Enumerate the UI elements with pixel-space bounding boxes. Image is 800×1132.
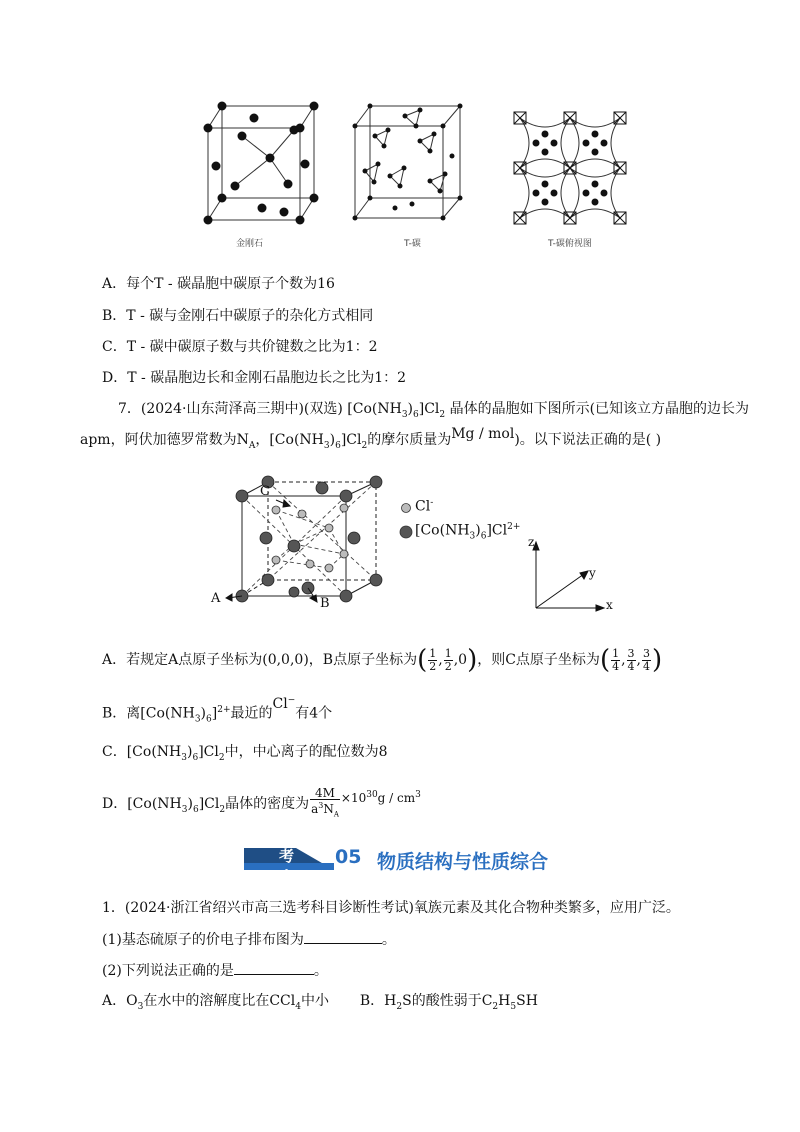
diamond-caption: 金刚石 [236, 239, 264, 249]
q1-part1-blank [304, 929, 382, 944]
crystal-structures-figure [190, 96, 650, 256]
q7-stem-line2: apm，阿伏加德罗常数为$N_A$，$[Co(NH_3)_6]Cl_2$的摩尔质量为Mg / mol)。以下说法正确的是( ) [80, 426, 662, 451]
q7-option-b: B．离$[Co(NH_3)_6]^{2+}$最近的Cl−有4个 [102, 695, 333, 725]
q6-option-b: B．T - 碳与金刚石中碳原子的杂化方式相同 [102, 308, 374, 324]
label-a: A [211, 591, 221, 606]
legend-cl: Cl- [415, 498, 434, 515]
tcarbon-top-view-nodes [514, 112, 626, 224]
tcarbon-atoms [353, 104, 463, 221]
legend-co: $[Co(NH_3)_6]Cl^{2+}$ [415, 522, 521, 542]
section-tag: 考点 [279, 847, 295, 886]
section-number: 05 [335, 846, 362, 868]
section-title: 物质结构与性质综合 [377, 851, 549, 873]
q1-part2: (2)下列说法正确的是 。 [102, 960, 328, 981]
axis-x-label: x [606, 598, 613, 612]
label-b: B [320, 596, 330, 611]
q7-stem-line1: 7．(2024·山东菏泽高三期中)(双选) $[Co(NH_3)_6]Cl_2$ 晶体的晶胞如下图所示(已知该立方晶胞的边长为 [118, 401, 750, 420]
axis-y-label: y [589, 566, 596, 580]
tcarbon-unit-cell [355, 106, 460, 218]
q1-part2-blank [234, 960, 314, 975]
q7-option-d: D．$[Co(NH_3)_6]Cl_2$晶体的密度为 $\frac{4M}{a^3N_A}$ $\times 10^{30}g / cm^3$ [102, 786, 421, 819]
q7-option-a: A．若规定A点原子坐标为(0,0,0)，B点原子坐标为( $\frac{1}{2}$ , $\frac{1}{2}$ ,0)，则C点原子坐标为( $\frac{1}{4}$ , $\frac{3}{4}$ , $\frac{3}{4}$ ) [102, 645, 663, 675]
legend-markers [400, 504, 412, 539]
diamond-unit-cell [208, 106, 314, 220]
q6-option-a: A．每个T - 碳晶胞中碳原子个数为16 [102, 276, 335, 292]
tcarbon-caption: T-碳 [404, 239, 421, 249]
q6-option-d: D．T - 碳晶胞边长和金刚石晶胞边长之比为1：2 [102, 370, 407, 386]
axis-z-label: z [528, 535, 535, 549]
tcarbon-view-caption: T-碳俯视图 [548, 239, 592, 249]
q1-options-ab: A．$O_3$在水中的溶解度比在CCl$_4$中小 B．$H_2S$的酸性弱于$C_2H_5SH$ [102, 993, 538, 1012]
q7-option-c: C．$[Co(NH_3)_6]Cl_2$中，中心离子的配位数为8 [102, 744, 388, 763]
cl-ions [272, 504, 348, 572]
q1-part1: (1)基态硫原子的价电子排布图为 。 [102, 929, 396, 950]
q1-stem: 1．(2024·浙江省绍兴市高三选考科目诊断性考试)氧族元素及其化合物种类繁多，应用广泛。 [102, 900, 680, 916]
label-c: C [260, 484, 270, 499]
q6-option-c: C．T - 碳中碳原子数与共价键数之比为1：2 [102, 339, 378, 355]
co-complex-ions [236, 476, 382, 602]
diamond-atoms [204, 102, 319, 225]
